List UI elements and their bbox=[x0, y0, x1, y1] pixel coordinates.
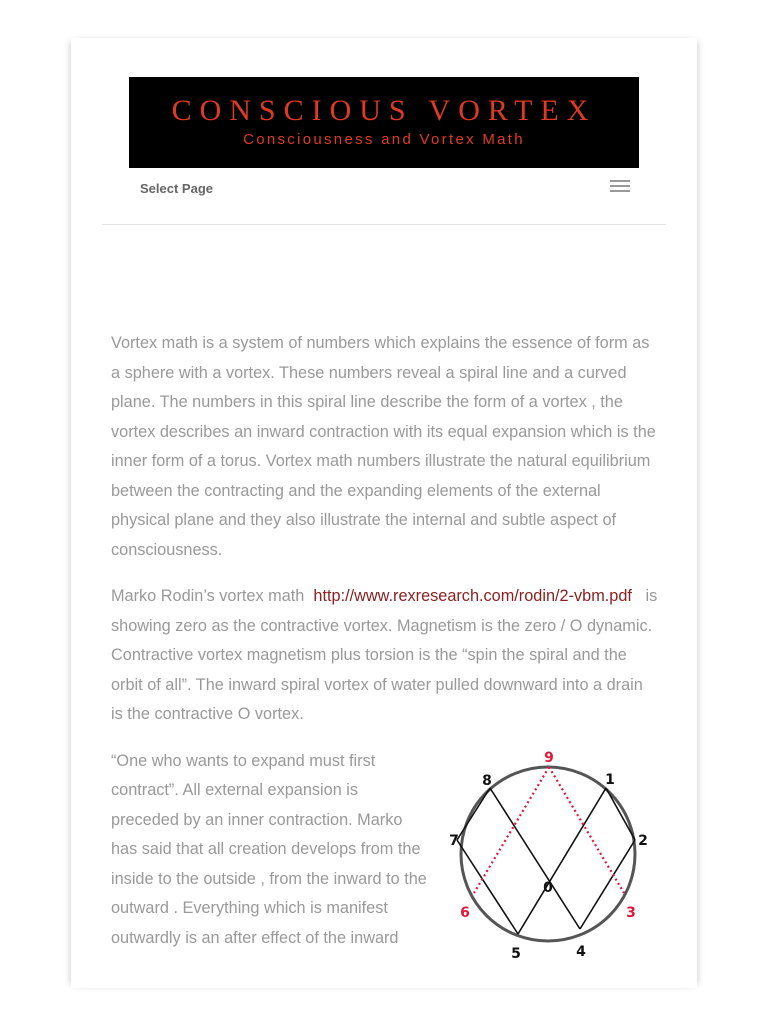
logo-subtitle: Consciousness and Vortex Math bbox=[243, 131, 525, 148]
paragraph-rodin bbox=[111, 582, 659, 730]
article-content bbox=[111, 329, 659, 970]
label-3: 3 bbox=[626, 904, 636, 921]
paragraph-rodin-rest: is showing zero as the contractive vortex. Magnetism is the zero / O dynamic. Contractive vortex magnetism plus torsion is the “spin the spiral and the orbit of all”. The inward spiral vortex of water pulled downward into a drain is the contractive O vortex. bbox=[111, 587, 658, 723]
label-6: 6 bbox=[460, 904, 470, 921]
label-2: 2 bbox=[638, 832, 648, 849]
paragraph-intro: Vortex math is a system of numbers which explains the essence of form as a sphere with a vortex. These numbers reveal a spiral line and a curved plane. The numbers in this spiral line describe the form of a vortex , the vortex describes an inward contraction with its equal expansion which is the inner form of a torus. Vortex math numbers illustrate the natural equilibrium between the contracting and the expanding elements of the external physical plane and they also illustrate the internal and subtle aspect of consciousness. bbox=[111, 334, 656, 559]
paragraph-expansion: “One who wants to expand must first contract”. All external expansion is preceded by an inner contraction. Marko has said that all creation develops from the inside to the outside , from the inward to the outward . Everything which is manifest outwardly is an after effect of the inward bbox=[111, 751, 427, 947]
page-container bbox=[71, 38, 697, 988]
vortex-math-diagram bbox=[441, 745, 661, 965]
label-9: 9 bbox=[544, 749, 554, 766]
label-5: 5 bbox=[511, 945, 521, 962]
hamburger-menu-icon[interactable] bbox=[610, 180, 630, 196]
expansion-section bbox=[111, 747, 659, 962]
label-7: 7 bbox=[449, 832, 459, 849]
label-4: 4 bbox=[576, 943, 586, 960]
paragraph-rodin-lead: Marko Rodin’s vortex math bbox=[111, 587, 305, 605]
rexresearch-link[interactable]: http://www.rexresearch.com/rodin/2-vbm.pdf bbox=[313, 587, 632, 605]
mobile-nav bbox=[140, 180, 630, 200]
select-page-toggle[interactable]: Select Page bbox=[140, 181, 213, 196]
site-logo[interactable] bbox=[129, 77, 639, 168]
header-divider bbox=[102, 224, 666, 225]
label-8: 8 bbox=[482, 772, 492, 789]
label-0: 0 bbox=[543, 879, 553, 896]
logo-title: CONSCIOUS VORTEX bbox=[171, 94, 597, 127]
label-1: 1 bbox=[605, 771, 615, 788]
